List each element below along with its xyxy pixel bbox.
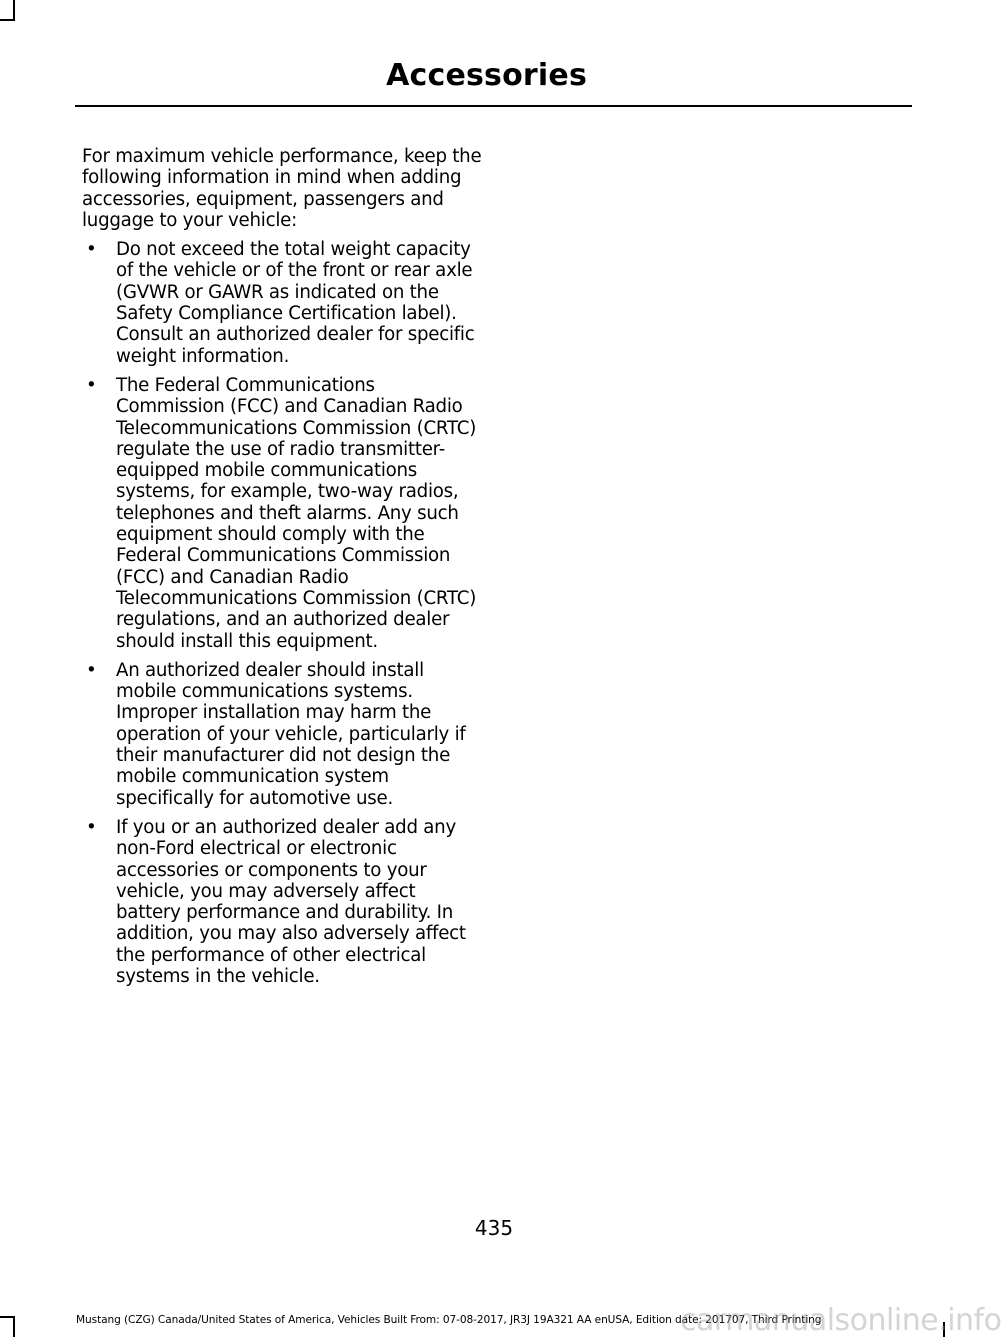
list-item (82, 375, 482, 652)
crop-mark-bottom-left-horizontal (0, 1316, 15, 1318)
list-item (82, 660, 482, 809)
list-item-text: The Federal Communications Commission (FCC) and Canadian Radio Telecommunications Commission (CRTC) regulate the use of radio transmitter-equipped mobile communications systems, for example, two-way radios, telephones and theft alarms. Any such equipment should comply with the Federal Communications Commission (FCC) and Canadian Radio Telecommunications Commission (CRTC) regulations, and an authorized dealer should install this equipment. (116, 374, 477, 652)
crop-mark-top-left-horizontal (0, 19, 15, 21)
page-content (82, 146, 482, 995)
page-number: 435 (474, 1216, 514, 1240)
list-item-text: An authorized dealer should install mobile communications systems. Improper installation may harm the operation of your vehicle, particularly if their manufacturer did not design the mobile communication system specifically for automotive use. (116, 659, 466, 809)
crop-mark-bottom-left-vertical (13, 1318, 15, 1337)
bullet-point: • (86, 659, 97, 681)
list-item (82, 239, 482, 367)
bullet-point: • (86, 816, 97, 838)
bullet-point: • (86, 374, 97, 396)
crop-mark-top-left-vertical (13, 0, 15, 19)
bullet-point: • (86, 239, 97, 261)
list-item-text: If you or an authorized dealer add any non-Ford electrical or electronic accessories or components to your vehicle, you may adversely affect battery performance and durability. In addition, you may also adversely affect the performance of other electrical systems in the vehicle. (116, 816, 466, 987)
intro-paragraph: For maximum vehicle performance, keep the following information in mind when adding accessories, equipment, passengers and luggage to your vehicle: (82, 146, 482, 231)
footer-edition-info: Mustang (CZG) Canada/United States of America, Vehicles Built From: 07-08-2017, JR3J 19A321 AA enUSA, Edition date: 201707, Third Printing (76, 1314, 822, 1326)
watermark: carmanualsonline.info (680, 1303, 1001, 1338)
header-divider (75, 105, 912, 107)
list-item-text: Do not exceed the total weight capacity of the vehicle or of the front or rear axle (GVWR or GAWR as indicated on the Safety Compliance Certification label). Consult an authorized dealer for specific weight information. (116, 239, 475, 367)
list-item (82, 817, 482, 987)
page-title: Accessories (386, 58, 587, 93)
bullet-list (82, 239, 482, 987)
